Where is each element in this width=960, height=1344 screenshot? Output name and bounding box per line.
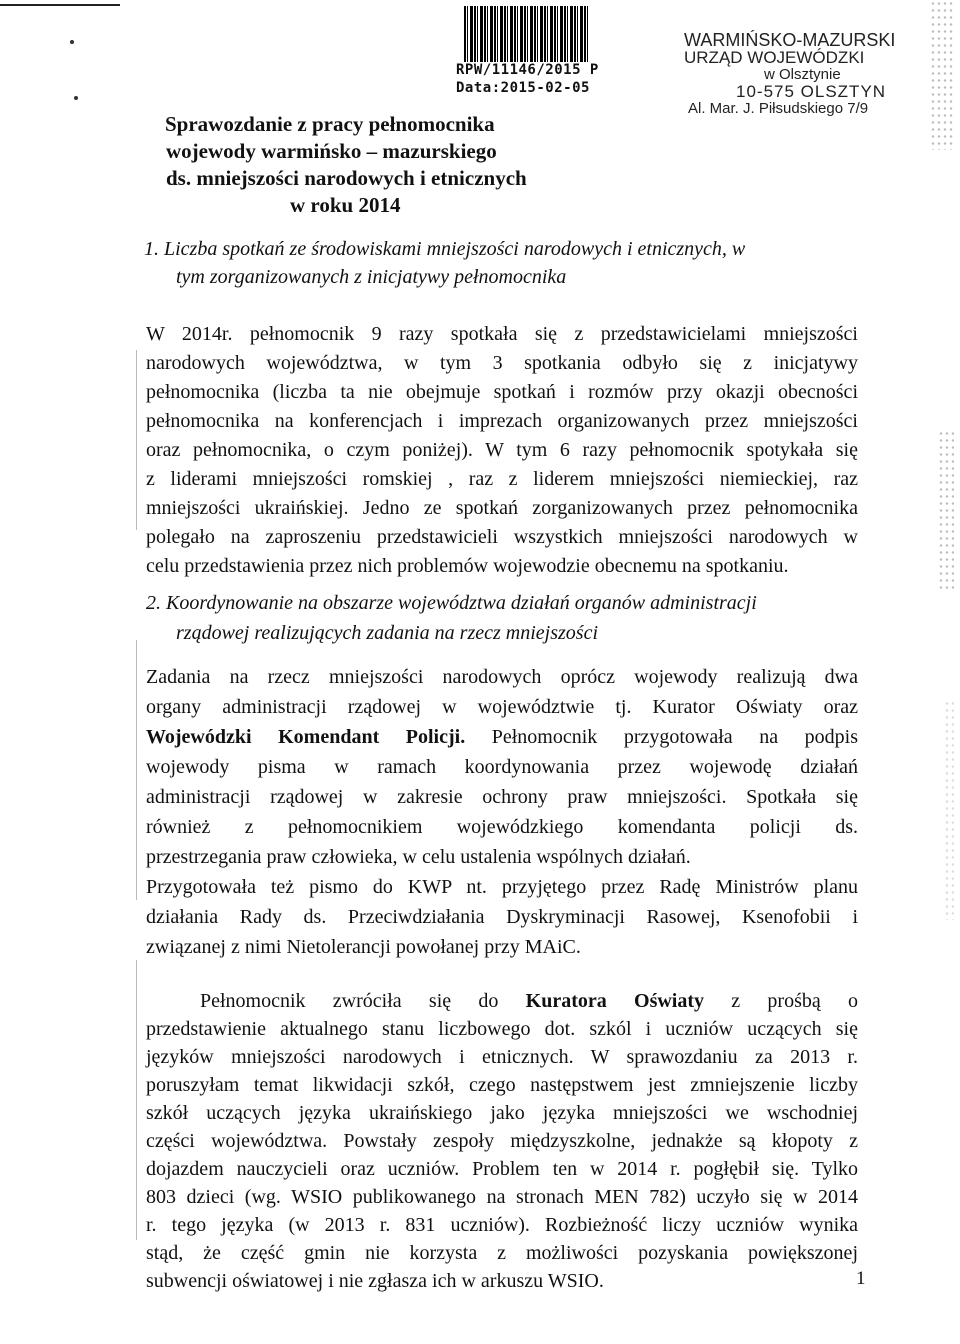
title-line-4: w roku 2014	[290, 193, 401, 217]
scan-dot	[74, 96, 78, 100]
stamp-line-5: Al. Mar. J. Piłsudskiego 7/9	[688, 100, 869, 117]
section-2-p2-line: poruszyłam temat likwidacji szkół, czego następstwem jest zmniejszenie liczby	[146, 1074, 858, 1096]
section-1-heading-line-1: 1. Liczba spotkań ze środowiskami mniejszości narodowych i etnicznych, w	[144, 238, 746, 260]
section-1-line: polegało na zaproszeniu przedstawicieli wszystkich mniejszości narodowych w	[146, 526, 858, 548]
stamp-line-1: WARMIŃSKO-MAZURSKI	[684, 30, 896, 50]
section-1-line: W 2014r. pełnomocnik 9 razy spotkała się z przedstawicielami mniejszości	[146, 323, 858, 345]
section-2-p1-line-3	[146, 726, 858, 749]
scan-speckle	[938, 430, 954, 590]
section-2-p2-line: przedstawienie aktualnego stanu liczbowego dot. szkól i uczniów uczących się	[146, 1018, 858, 1040]
bold-text: Kuratora Oświaty	[525, 990, 705, 1012]
section-2-p1-line: przestrzegania praw człowieka, w celu ustalenia wspólnych działań.	[146, 846, 691, 868]
section-1-line: narodowych województwa, w tym 3 spotkania odbyło się z inicjatywy	[146, 352, 858, 374]
section-2-p2-line: języków mniejszości narodowych i etnicznych. W sprawozdaniu za 2013 r.	[146, 1046, 858, 1068]
section-1-line: pełnomocnika (liczba ta nie obejmuje spotkań i rozmów przy okazji obecności	[146, 381, 858, 403]
bold-text: Wojewódzki Komendant Policji.	[146, 726, 466, 748]
margin-line	[136, 640, 137, 900]
section-2-heading-line-1: 2. Koordynowanie na obszarze województwa działań organów administracji	[146, 592, 757, 614]
barcode-date: Data:2015-02-05	[456, 80, 590, 96]
section-2-p1-line-3-rest: Pełnomocnik przygotowała na podpis	[465, 726, 858, 748]
office-stamp	[684, 32, 934, 117]
section-1-line: pełnomocnika na konferencjach i imprezach organizowanych przez mniejszości	[146, 410, 858, 432]
stamp-line-3: w Olsztynie	[764, 66, 841, 83]
scan-dot	[70, 40, 74, 44]
section-1-line: oraz pełnomocnika, o czym poniżej). W tym 6 razy pełnomocnik spotykała się	[146, 439, 858, 461]
stamp-line-2: URZĄD WOJEWÓDZKI	[684, 48, 865, 67]
section-2-p2-line: części województwa. Powstały zespoły międzyszkolne, jednakże są kłopoty z	[146, 1130, 858, 1152]
section-2-p2-line: 803 dzieci (wg. WSIO publikowanego na stronach MEN 782) uczyło się w 2014	[146, 1186, 858, 1208]
section-2-p2-line-1	[200, 990, 858, 1013]
section-1-line: mniejszości ukraińskiej. Jedno ze spotkań zorganizowanych przez pełnomocnika	[146, 497, 858, 519]
scan-edge-line	[0, 4, 120, 6]
section-1-line: celu przedstawienia przez nich problemów wojewodzie obecnemu na spotkaniu.	[146, 555, 789, 577]
title-line-2: wojewody warmińsko – mazurskiego	[166, 139, 497, 163]
section-2-p1-line: Przygotowała też pismo do KWP nt. przyjętego przez Radę Ministrów planu	[146, 876, 858, 898]
scan-speckle	[930, 0, 954, 150]
title-line-3: ds. mniejszości narodowych i etnicznych	[166, 166, 527, 190]
section-2-heading-line-2: rządowej realizujących zadania na rzecz mniejszości	[176, 622, 599, 644]
section-1-line: z liderami mniejszości romskiej , raz z liderem mniejszości niemieckiej, raz	[146, 468, 858, 490]
section-2-p1-line: administracji rządowej w zakresie ochrony praw mniejszości. Spotkała się	[146, 786, 858, 808]
section-2-p2-line: r. tego języka (w 2013 r. 831 uczniów). Rozbieżność liczy uczniów wynika	[146, 1214, 858, 1236]
barcode-id: RPW/11146/2015 P	[456, 62, 599, 78]
margin-line	[136, 350, 137, 530]
section-1-heading-line-2: tym zorganizowanych z inicjatywy pełnomocnika	[176, 266, 567, 288]
p2-line-1-end: z prośbą o	[704, 990, 858, 1012]
scan-speckle	[944, 700, 954, 920]
page-number: 1	[856, 1268, 866, 1289]
section-2-p1-line: Zadania na rzecz mniejszości narodowych oprócz wojewody realizują dwa	[146, 666, 858, 688]
section-2-p2-line: subwencji oświatowej i nie zgłasza ich w arkuszu WSIO.	[146, 1270, 604, 1292]
section-2-p1-line: organy administracji rządowej w województwie tj. Kurator Oświaty oraz	[146, 696, 858, 718]
section-2-p2-line: dojazdem nauczycieli oraz uczniów. Problem ten w 2014 r. pogłębił się. Tylko	[146, 1158, 858, 1180]
section-2-p1-line: wojewody pisma w ramach koordynowania przez wojewodę działań	[146, 756, 858, 778]
section-2-p1-line: również z pełnomocnikiem wojewódzkiego komendanta policji ds.	[146, 816, 858, 838]
section-2-p1-line: działania Rady ds. Przeciwdziałania Dyskryminacji Rasowej, Ksenofobii i	[146, 906, 858, 928]
barcode	[464, 6, 590, 62]
section-2-p2-line: stąd, że część gmin nie korzysta z możliwości pozyskania powiększonej	[146, 1242, 858, 1264]
title-line-1: Sprawozdanie z pracy pełnomocnika	[165, 112, 495, 136]
p2-line-1-start: Pełnomocnik zwróciła się do	[200, 990, 526, 1012]
stamp-line-4: 10-575 OLSZTYN	[736, 82, 887, 101]
section-2-p2-line: szkół uczących języka ukraińskiego jako języka mniejszości we wschodniej	[146, 1102, 858, 1124]
section-2-p1-line: związanej z nimi Nietolerancji powołanej przy MAiC.	[146, 936, 581, 958]
margin-line	[136, 960, 137, 1240]
